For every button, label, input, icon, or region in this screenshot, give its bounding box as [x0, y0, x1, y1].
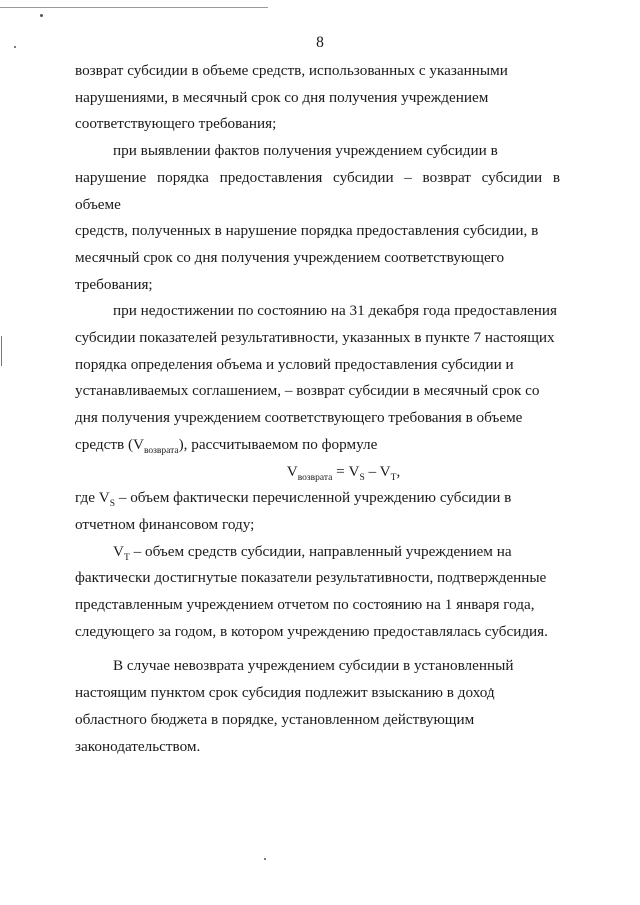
- text-line: возврат субсидии в объеме средств, использованных с указанными: [75, 62, 508, 79]
- text-line: требования;: [75, 275, 153, 293]
- text-line: [113, 542, 512, 563]
- definition-vt: [75, 539, 560, 646]
- text-fragment: средств (V: [75, 435, 144, 453]
- formula-subscript: T: [390, 472, 397, 483]
- formula-subscript: возврата: [297, 472, 333, 483]
- subscript: T: [123, 552, 130, 563]
- text-fragment: – объем средств субсидии, направленный учреждением на: [129, 542, 512, 560]
- text-line: областного бюджета в порядке, установленном действующим: [75, 710, 475, 728]
- paragraph-spacer: [75, 645, 560, 653]
- formula: [75, 459, 560, 486]
- text-line: следующего за годом, в котором учреждению предоставлялась субсидия.: [75, 622, 548, 640]
- text-line: В случае невозврата учреждением субсидии в установленный: [113, 657, 514, 675]
- text-line: устанавливаемых соглашением, – возврат субсидии в месячный срок со: [75, 382, 540, 400]
- subscript: S: [109, 499, 116, 510]
- text-line: средств, полученных в нарушение порядка предоставления субсидии, в: [75, 222, 539, 240]
- text-line: [75, 435, 378, 456]
- text-line: представленным учреждением отчетом по состоянию на 1 января года,: [75, 596, 535, 614]
- text-line: при выявлении фактов получения учреждением субсидии в: [113, 142, 498, 160]
- scan-speck: [40, 14, 43, 17]
- text-fragment: где V: [75, 489, 110, 507]
- paragraph-procedure-violation: [75, 138, 560, 298]
- text-line: порядка определения объема и условий предоставления субсидии и: [75, 355, 514, 373]
- text-line: законодательством.: [75, 737, 201, 755]
- text-fragment: ), рассчитываемом по формуле: [178, 435, 378, 453]
- top-edge-rule: [0, 7, 268, 8]
- definition-vs: [75, 485, 560, 538]
- text-line: соответствующего требования;: [75, 115, 277, 133]
- subscript: возврата: [143, 445, 179, 456]
- scan-speck: [264, 858, 266, 860]
- formula-punctuation: ,: [396, 462, 401, 480]
- paragraph-non-return: [75, 653, 560, 760]
- text-line: субсидии показателей результативности, указанных в пункте 7 настоящих: [75, 329, 555, 347]
- formula-symbol: V: [286, 462, 298, 480]
- text-line: фактически достигнутые показатели результативности, подтвержденные: [75, 569, 547, 587]
- text-line: отчетном финансовом году;: [75, 515, 255, 533]
- text-line: нарушение порядка предоставления субсидии – возврат субсидии в объеме: [75, 168, 560, 213]
- document-body: [75, 58, 560, 760]
- text-line: при недостижении по состоянию на 31 декабря года предоставления: [113, 302, 558, 320]
- page-number: 8: [316, 34, 324, 51]
- text-line: настоящим пунктом срок субсидия подлежит взысканию в доход: [75, 684, 495, 702]
- scan-edge-mark: [1, 336, 2, 366]
- text-fragment: – объем фактически перечисленной учреждению субсидии в: [115, 489, 512, 507]
- text-fragment: V: [113, 542, 124, 560]
- paragraph-return-violations: [75, 58, 560, 138]
- paragraph-indicators-not-achieved: [75, 298, 560, 458]
- formula-operator: – V: [364, 462, 391, 480]
- text-line: дня получения учреждением соответствующего требования в объеме: [75, 409, 523, 427]
- formula-operator: = V: [332, 462, 360, 480]
- text-line: месячный срок со дня получения учреждением соответствующего: [75, 248, 505, 266]
- text-line: [75, 489, 512, 510]
- formula-subscript: S: [359, 472, 365, 483]
- text-line: нарушениями, в месячный срок со дня получения учреждением: [75, 88, 489, 106]
